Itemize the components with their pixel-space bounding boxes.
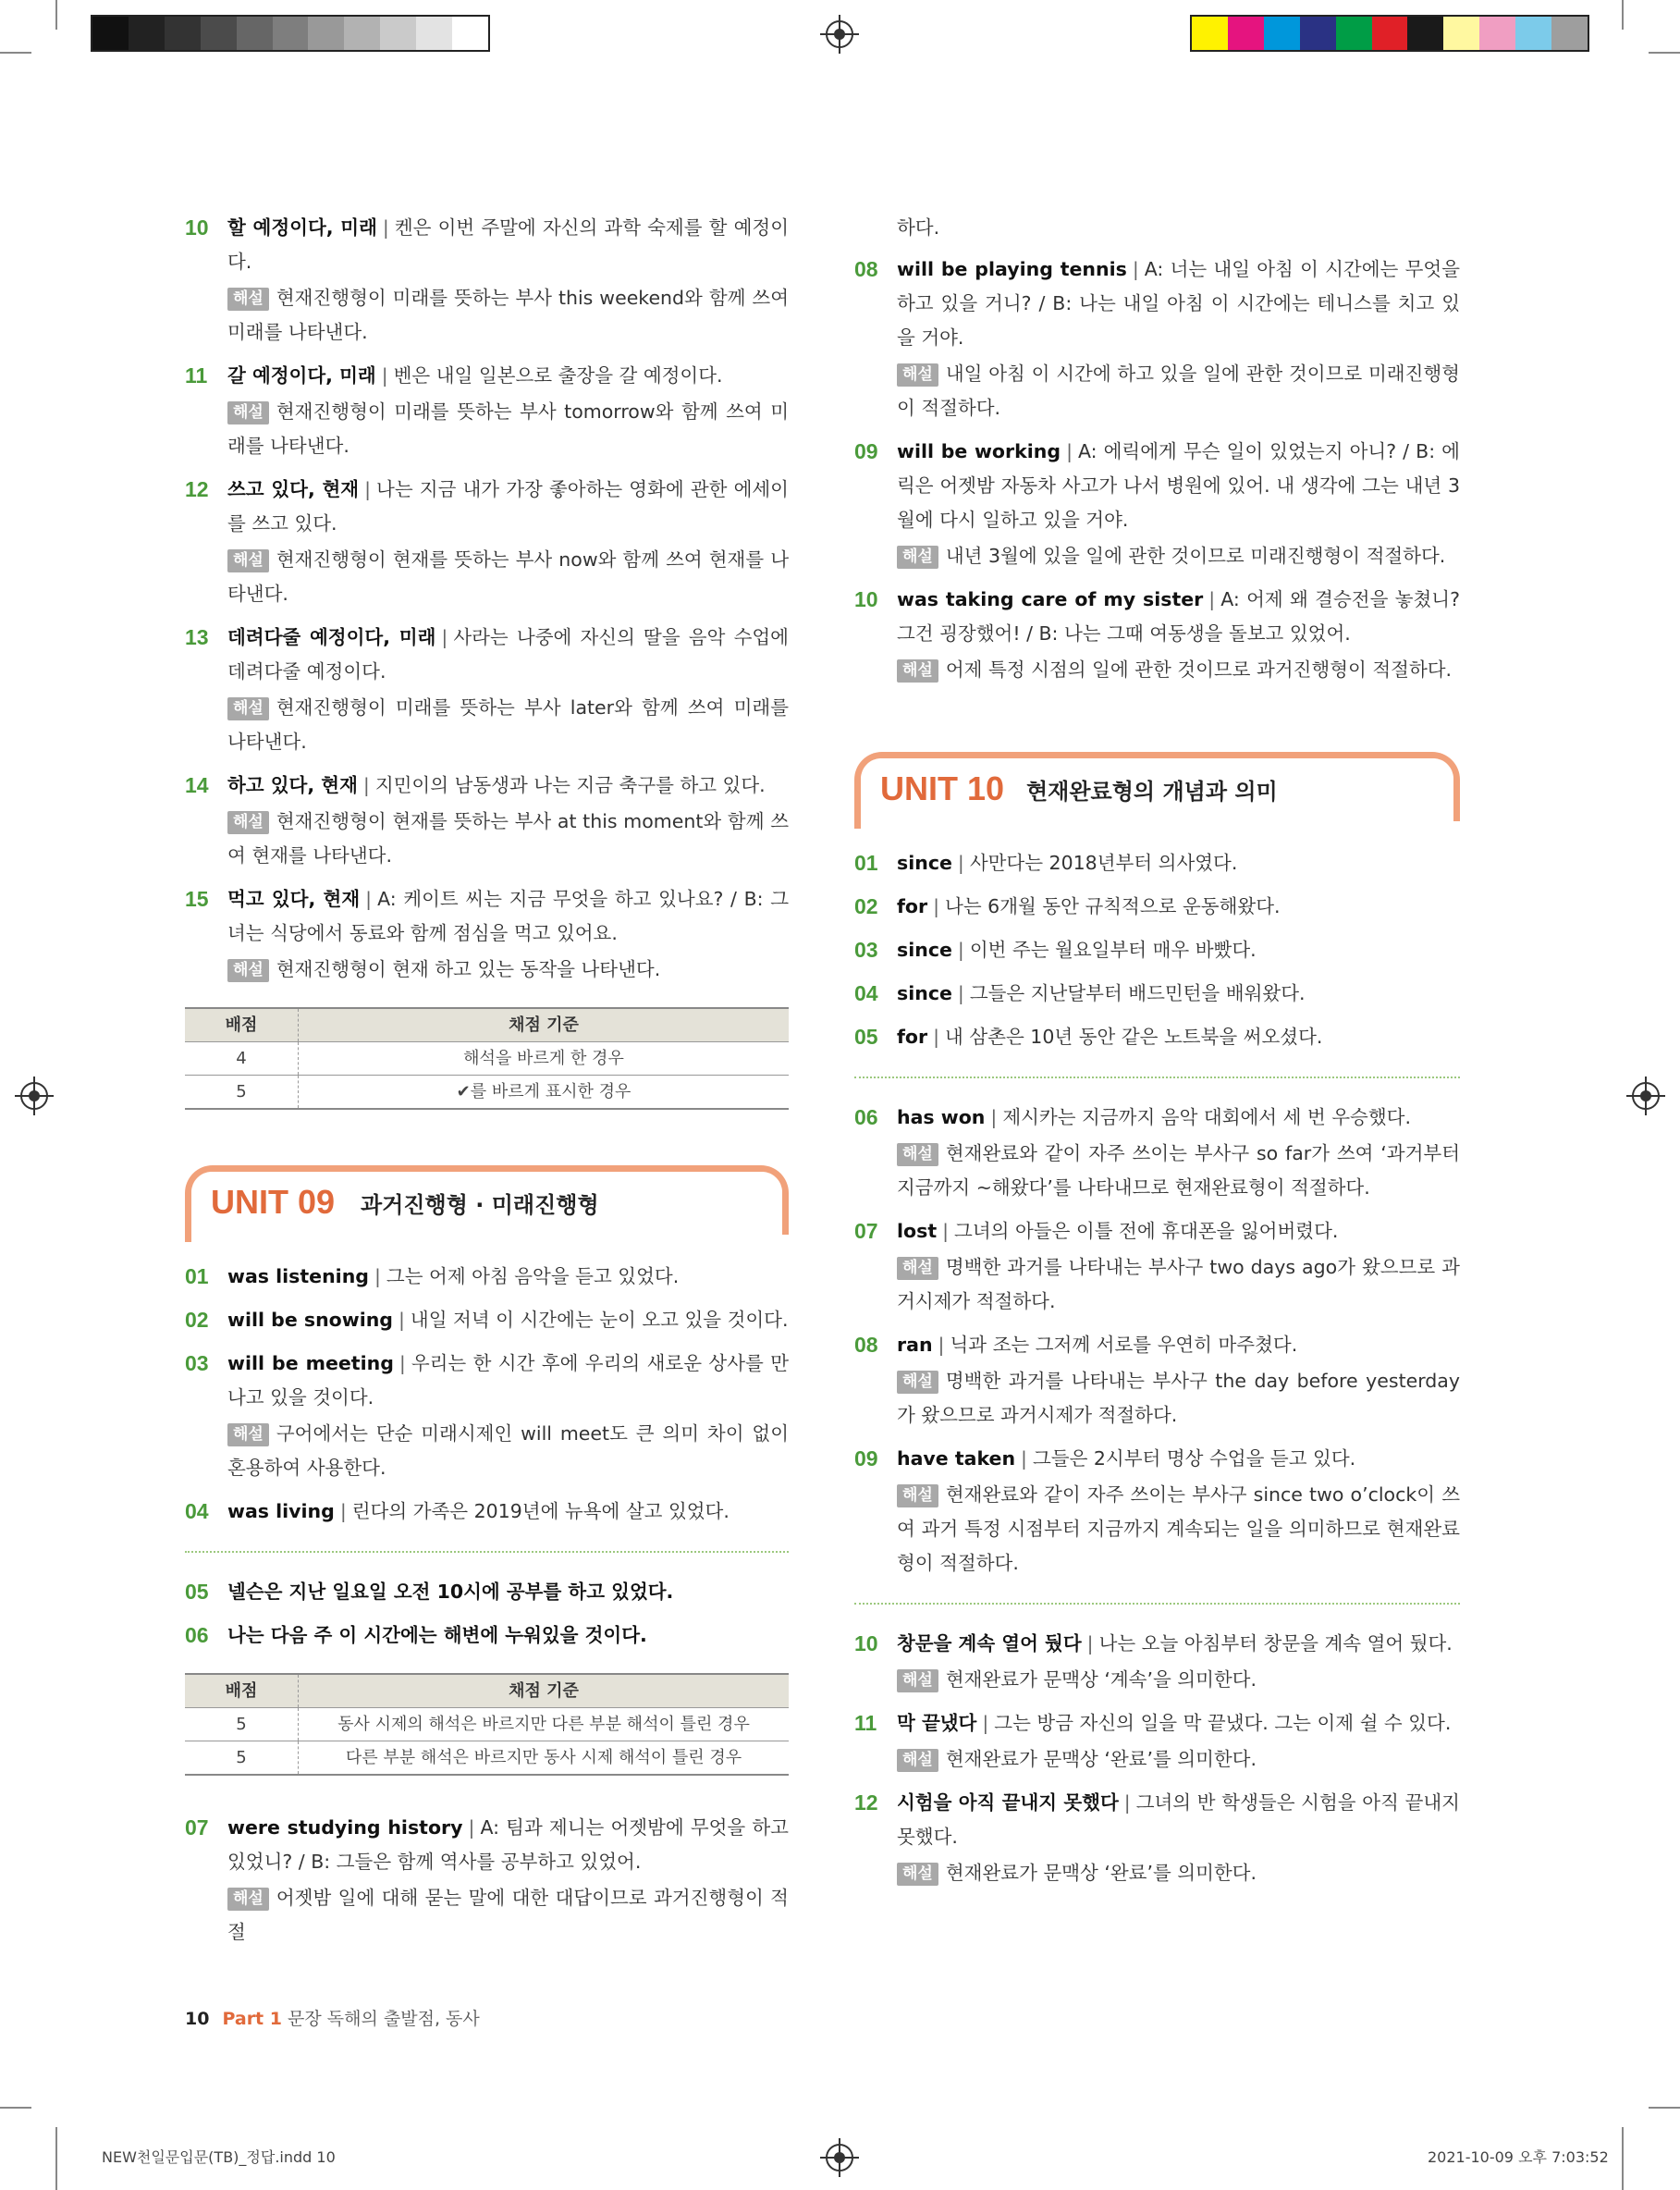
part-label: Part 1 bbox=[222, 2009, 282, 2029]
table-row bbox=[185, 1741, 789, 1776]
explanation bbox=[227, 543, 789, 611]
table-header: 배점 bbox=[185, 1674, 299, 1708]
answer-item bbox=[854, 583, 1460, 687]
answer-text: was taking care of my sister bbox=[897, 588, 1204, 610]
left-column bbox=[185, 211, 789, 1959]
answer-text: 갈 예정이다, 미래 bbox=[227, 364, 376, 387]
item-number: 01 bbox=[185, 1264, 209, 1288]
item-number: 04 bbox=[854, 981, 878, 1005]
answer-list bbox=[854, 846, 1460, 1054]
explanation bbox=[227, 691, 789, 759]
answer-line bbox=[897, 1328, 1460, 1362]
unit-title: 과거진행형 · 미래진행형 bbox=[361, 1192, 599, 1218]
unit-label: UNIT 10 bbox=[880, 769, 1005, 807]
separator: | bbox=[942, 1220, 950, 1242]
explanation-tag: 해설 bbox=[227, 1423, 269, 1446]
explanation bbox=[227, 395, 789, 463]
explanation-text: 어제 특정 시점의 일에 관한 것이므로 과거진행형이 적절하다. bbox=[945, 658, 1453, 681]
explanation bbox=[897, 1663, 1460, 1697]
answer-item bbox=[854, 890, 1460, 924]
answer-item bbox=[854, 1627, 1460, 1697]
cmyk-color-bar bbox=[1190, 15, 1589, 52]
explanation bbox=[227, 281, 789, 350]
table-cell: 5 bbox=[185, 1741, 299, 1776]
separator: | bbox=[957, 852, 964, 874]
translation-text: 제시카는 지금까지 음악 대회에서 세 번 우승했다. bbox=[1002, 1106, 1411, 1128]
item-number: 15 bbox=[185, 887, 209, 911]
answer-item bbox=[854, 1328, 1460, 1433]
answer-text: 먹고 있다, 현재 bbox=[227, 888, 361, 910]
table-row bbox=[185, 1042, 789, 1076]
table-row bbox=[185, 1708, 789, 1741]
answer-item bbox=[185, 1347, 789, 1485]
slug-datetime: 2021-10-09 오후 7:03:52 bbox=[1428, 2148, 1609, 2166]
explanation-text: 명백한 과거를 나타내는 부사구 two days ago가 왔으므로 과거시제가 적절하다. bbox=[897, 1256, 1460, 1312]
color-swatch bbox=[1407, 17, 1443, 50]
table-cell: 해석을 바르게 한 경우 bbox=[299, 1042, 790, 1076]
color-swatch bbox=[1336, 17, 1372, 50]
translation-text: 린다의 가족은 2019년에 뉴욕에 살고 있었다. bbox=[351, 1500, 730, 1522]
separator: | bbox=[1123, 1791, 1131, 1814]
explanation bbox=[897, 1742, 1460, 1777]
separator: | bbox=[364, 478, 372, 500]
answer-item bbox=[185, 1618, 789, 1653]
separator: | bbox=[933, 895, 940, 917]
answer-text: ran bbox=[897, 1334, 933, 1356]
answer-list bbox=[185, 1811, 789, 1950]
color-swatch bbox=[201, 17, 237, 50]
separator: | bbox=[339, 1500, 347, 1522]
crop-mark bbox=[55, 2127, 57, 2190]
translation-text: 나는 6개월 동안 규칙적으로 운동해왔다. bbox=[945, 895, 1281, 917]
explanation-text: 현재완료와 같이 자주 쓰이는 부사구 so far가 쓰여 ‘과거부터 지금까지 ~해왔다’를 나타내므로 현재완료형이 적절하다. bbox=[897, 1142, 1460, 1199]
color-swatch bbox=[273, 17, 309, 50]
answer-item bbox=[185, 882, 789, 987]
answer-line bbox=[227, 1303, 789, 1337]
answer-text: was living bbox=[227, 1500, 335, 1522]
answer-item bbox=[854, 846, 1460, 880]
crop-mark bbox=[0, 52, 31, 54]
answer-line bbox=[227, 1575, 789, 1609]
color-swatch bbox=[1192, 17, 1228, 50]
explanation bbox=[897, 1250, 1460, 1319]
translation-text: 우리는 한 시간 후에 우리의 새로운 상사를 만나고 있을 것이다. bbox=[227, 1352, 789, 1409]
answer-item bbox=[854, 1442, 1460, 1581]
translation-text: 이번 주는 월요일부터 매우 바빴다. bbox=[969, 939, 1257, 961]
item-number: 11 bbox=[185, 363, 208, 388]
item-number: 09 bbox=[854, 439, 878, 463]
explanation-text: 현재진행형이 현재를 뜻하는 부사 at this moment와 함께 쓰여 현재를 나타낸다. bbox=[227, 810, 789, 867]
answer-text: since bbox=[897, 982, 952, 1004]
answer-text: 쓰고 있다, 현재 bbox=[227, 478, 360, 500]
registration-mark-icon bbox=[1632, 1082, 1660, 1110]
answer-item bbox=[185, 621, 789, 759]
explanation-tag: 해설 bbox=[897, 659, 938, 683]
answer-list bbox=[854, 1627, 1460, 1890]
answer-text: since bbox=[897, 939, 952, 961]
explanation-tag: 해설 bbox=[227, 811, 269, 834]
item-number: 06 bbox=[185, 1623, 209, 1647]
grayscale-color-bar bbox=[91, 15, 490, 52]
translation-text: 그는 방금 자신의 일을 막 끝냈다. 그는 이제 쉴 수 있다. bbox=[994, 1712, 1452, 1734]
continued-text: 하다. bbox=[897, 216, 940, 239]
answer-item bbox=[854, 977, 1460, 1011]
crop-mark bbox=[1622, 0, 1624, 30]
registration-mark-icon bbox=[20, 1082, 48, 1110]
translation-text: 사만다는 2018년부터 의사였다. bbox=[969, 852, 1238, 874]
crop-mark bbox=[1622, 2127, 1624, 2190]
explanation-tag: 해설 bbox=[227, 697, 269, 720]
answer-item bbox=[854, 933, 1460, 967]
answer-text: was listening bbox=[227, 1265, 369, 1287]
page-number: 10 bbox=[185, 2009, 210, 2029]
answer-text: were studying history bbox=[227, 1816, 463, 1839]
answer-item bbox=[185, 1303, 789, 1337]
color-swatch bbox=[129, 17, 165, 50]
explanation-tag: 해설 bbox=[897, 1257, 938, 1280]
explanation-text: 현재완료와 같이 자주 쓰이는 부사구 since two o’clock이 쓰여 과거 특정 시점부터 지금까지 계속되는 일을 의미하므로 현재완료형이 적절하다. bbox=[897, 1483, 1460, 1574]
answer-text: will be snowing bbox=[227, 1309, 393, 1331]
explanation-tag: 해설 bbox=[897, 363, 938, 387]
answer-line bbox=[897, 583, 1460, 651]
item-number: 10 bbox=[854, 1631, 878, 1655]
answer-line bbox=[897, 1101, 1460, 1135]
explanation-tag: 해설 bbox=[897, 1749, 938, 1772]
explanation bbox=[227, 805, 789, 873]
answer-text: have taken bbox=[897, 1447, 1016, 1470]
answer-list bbox=[854, 252, 1460, 687]
translation-text: 지민이의 남동생과 나는 지금 축구를 하고 있다. bbox=[374, 774, 766, 796]
separator: | bbox=[1066, 440, 1073, 462]
answer-text: 넬슨은 지난 일요일 오전 10시에 공부를 하고 있었다. bbox=[227, 1581, 674, 1603]
separator: | bbox=[957, 982, 964, 1004]
answer-item bbox=[185, 1575, 789, 1609]
explanation-tag: 해설 bbox=[897, 546, 938, 569]
answer-line bbox=[897, 1786, 1460, 1854]
registration-mark-icon bbox=[826, 20, 853, 48]
table-header: 배점 bbox=[185, 1008, 299, 1042]
item-number: 03 bbox=[854, 938, 878, 962]
section-divider bbox=[185, 1551, 789, 1553]
translation-text: 벤은 내일 일본으로 출장을 갈 예정이다. bbox=[393, 364, 723, 387]
item-number: 14 bbox=[185, 773, 209, 797]
answer-text: 할 예정이다, 미래 bbox=[227, 216, 377, 239]
answer-line bbox=[227, 1811, 789, 1879]
explanation-text: 현재완료가 문맥상 ‘완료’를 의미한다. bbox=[945, 1862, 1257, 1884]
color-swatch bbox=[308, 17, 344, 50]
separator: | bbox=[441, 626, 448, 648]
explanation bbox=[897, 653, 1460, 687]
registration-mark-icon bbox=[826, 2144, 853, 2172]
translation-text: 나는 오늘 아침부터 창문을 계속 열어 뒀다. bbox=[1098, 1632, 1453, 1655]
unit-10-header bbox=[854, 752, 1460, 818]
color-swatch bbox=[1264, 17, 1300, 50]
explanation bbox=[227, 1417, 789, 1485]
table-header: 채점 기준 bbox=[299, 1008, 790, 1042]
explanation bbox=[897, 1478, 1460, 1581]
explanation-tag: 해설 bbox=[897, 1484, 938, 1507]
answer-text: 시험을 아직 끝내지 못했다 bbox=[897, 1791, 1119, 1814]
separator: | bbox=[382, 216, 389, 239]
color-swatch bbox=[237, 17, 273, 50]
explanation-text: 현재완료가 문맥상 ‘계속’을 의미한다. bbox=[945, 1668, 1257, 1691]
explanation-text: 내년 3월에 있을 일에 관한 것이므로 미래진행형이 적절하다. bbox=[945, 545, 1446, 567]
explanation-text: 현재진행형이 미래를 뜻하는 부사 later와 함께 쓰여 미래를 나타낸다. bbox=[227, 696, 789, 753]
table-cell: ✔를 바르게 표시한 경우 bbox=[299, 1076, 790, 1110]
explanation-text: 내일 아침 이 시간에 하고 있을 일에 관한 것이므로 미래진행형이 적절하다. bbox=[897, 363, 1460, 419]
separator: | bbox=[374, 1265, 381, 1287]
separator: | bbox=[938, 1334, 945, 1356]
answer-item bbox=[185, 211, 789, 350]
answer-line bbox=[227, 1495, 789, 1529]
item-number: 01 bbox=[854, 851, 878, 875]
item-number: 11 bbox=[854, 1711, 877, 1735]
slug-filename: NEW천일문입문(TB)_정답.indd 10 bbox=[102, 2148, 336, 2166]
answer-text: 창문을 계속 열어 뒀다 bbox=[897, 1632, 1082, 1655]
item-number: 02 bbox=[854, 894, 878, 918]
separator: | bbox=[1208, 588, 1216, 610]
section-divider bbox=[854, 1603, 1460, 1605]
answer-line bbox=[227, 882, 789, 951]
translation-text: 그는 어제 아침 음악을 듣고 있었다. bbox=[386, 1265, 680, 1287]
explanation bbox=[897, 1856, 1460, 1890]
answer-item bbox=[854, 1706, 1460, 1777]
answer-item bbox=[854, 252, 1460, 425]
answer-item bbox=[185, 473, 789, 611]
explanation bbox=[227, 1881, 789, 1950]
answer-line bbox=[227, 1260, 789, 1294]
answer-line bbox=[897, 435, 1460, 537]
answer-line bbox=[897, 933, 1460, 967]
crop-mark bbox=[0, 2107, 31, 2109]
answer-list bbox=[854, 1101, 1460, 1581]
item-number: 09 bbox=[854, 1446, 878, 1470]
unit-label: UNIT 09 bbox=[211, 1183, 336, 1221]
explanation bbox=[897, 357, 1460, 425]
explanation-text: 어젯밤 일에 대해 묻는 말에 대한 대답이므로 과거진행형이 적절 bbox=[227, 1887, 789, 1943]
answer-text: 하고 있다, 현재 bbox=[227, 774, 358, 796]
separator: | bbox=[362, 774, 370, 796]
explanation bbox=[227, 953, 789, 987]
explanation-tag: 해설 bbox=[227, 1888, 269, 1911]
answer-item bbox=[185, 1495, 789, 1529]
item-number: 02 bbox=[185, 1308, 209, 1332]
translation-text: 켄은 이번 주말에 자신의 과학 숙제를 할 예정이다. bbox=[227, 216, 790, 273]
answer-list bbox=[185, 1575, 789, 1653]
explanation-tag: 해설 bbox=[227, 288, 269, 311]
table-cell: 동사 시제의 해석은 바르지만 다른 부분 해석이 틀린 경우 bbox=[299, 1708, 790, 1741]
color-swatch bbox=[344, 17, 380, 50]
item-number: 10 bbox=[854, 587, 878, 611]
answer-text: 나는 다음 주 이 시간에는 해변에 누워있을 것이다. bbox=[227, 1624, 647, 1646]
answer-item bbox=[854, 1786, 1460, 1890]
answer-list bbox=[185, 1260, 789, 1529]
answer-item bbox=[185, 769, 789, 873]
explanation bbox=[897, 1137, 1460, 1205]
translation-text: A: 너는 내일 아침 이 시간에는 무엇을 하고 있을 거니? / B: 나는 내일 아침 이 시간에는 테니스를 치고 있을 거야. bbox=[897, 258, 1460, 349]
right-column bbox=[854, 211, 1460, 1900]
answer-line bbox=[897, 977, 1460, 1011]
translation-text: 그녀의 반 학생들은 시험을 아직 끝내지 못했다. bbox=[897, 1791, 1460, 1848]
explanation-text: 현재진행형이 현재 하고 있는 동작을 나타낸다. bbox=[276, 958, 661, 980]
table-row bbox=[185, 1076, 789, 1110]
explanation-text: 현재진행형이 미래를 뜻하는 부사 tomorrow와 함께 쓰여 미래를 나타낸다. bbox=[227, 400, 789, 457]
table-header: 채점 기준 bbox=[299, 1674, 790, 1708]
separator: | bbox=[365, 888, 373, 910]
scoring-table bbox=[185, 1673, 789, 1776]
unit-title: 현재완료형의 개념과 의미 bbox=[1026, 779, 1278, 805]
separator: | bbox=[990, 1106, 998, 1128]
explanation-tag: 해설 bbox=[227, 959, 269, 982]
answer-line bbox=[897, 1442, 1460, 1476]
answer-item bbox=[854, 435, 1460, 573]
item-number: 07 bbox=[185, 1815, 209, 1839]
color-swatch bbox=[1479, 17, 1515, 50]
answer-line bbox=[897, 1627, 1460, 1661]
explanation-text: 현재진행형이 현재를 뜻하는 부사 now와 함께 쓰여 현재를 나타낸다. bbox=[227, 548, 789, 605]
explanation-tag: 해설 bbox=[897, 1863, 938, 1886]
color-swatch bbox=[452, 17, 488, 50]
item-number: 10 bbox=[185, 215, 209, 240]
separator: | bbox=[933, 1026, 940, 1048]
item-number: 05 bbox=[854, 1025, 878, 1049]
item-number: 12 bbox=[185, 477, 209, 501]
table-cell: 다른 부분 해석은 바르지만 동사 시제 해석이 틀린 경우 bbox=[299, 1741, 790, 1776]
crop-mark bbox=[1649, 2107, 1680, 2109]
crop-mark bbox=[55, 0, 57, 30]
separator: | bbox=[381, 364, 388, 387]
translation-text: 내 삼촌은 10년 동안 같은 노트북을 써오셨다. bbox=[945, 1026, 1323, 1048]
translation-text: 그들은 지난달부터 배드민턴을 배워왔다. bbox=[969, 982, 1306, 1004]
color-swatch bbox=[165, 17, 201, 50]
translation-text: 그들은 2시부터 명상 수업을 듣고 있다. bbox=[1032, 1447, 1356, 1470]
item-number: 04 bbox=[185, 1499, 209, 1523]
explanation-text: 명백한 과거를 나타내는 부사구 the day before yesterday가 왔으므로 과거시제가 적절하다. bbox=[897, 1370, 1460, 1426]
answer-line bbox=[897, 1020, 1460, 1054]
answer-line bbox=[897, 252, 1460, 355]
answer-text: since bbox=[897, 852, 952, 874]
answer-text: has won bbox=[897, 1106, 986, 1128]
separator: | bbox=[399, 1309, 405, 1331]
translation-text: A: 에릭에게 무슨 일이 있었는지 아니? / B: 에릭은 어젯밤 자동차 사고가 나서 병원에 있어. 내 생각에 그는 내년 3월에 다시 일하고 있을 거야. bbox=[897, 440, 1460, 531]
answer-text: for bbox=[897, 895, 928, 917]
separator: | bbox=[1086, 1632, 1094, 1655]
separator: | bbox=[957, 939, 964, 961]
answer-text: will be playing tennis bbox=[897, 258, 1127, 280]
answer-line bbox=[227, 1618, 789, 1653]
crop-mark bbox=[1649, 52, 1680, 54]
item-number: 07 bbox=[854, 1219, 878, 1243]
item-number: 12 bbox=[854, 1790, 878, 1815]
explanation-text: 구어에서는 단순 미래시제인 will meet도 큰 의미 차이 없이 혼용하여 사용한다. bbox=[227, 1422, 789, 1479]
answer-text: will be working bbox=[897, 440, 1061, 462]
color-swatch bbox=[1228, 17, 1264, 50]
answer-line bbox=[897, 890, 1460, 924]
page-footer bbox=[185, 2005, 480, 2030]
answer-item bbox=[185, 1811, 789, 1950]
scoring-table bbox=[185, 1007, 789, 1110]
separator: | bbox=[982, 1712, 989, 1734]
answer-line bbox=[227, 769, 789, 803]
separator: | bbox=[1132, 258, 1139, 280]
explanation-tag: 해설 bbox=[897, 1371, 938, 1394]
translation-text: 나는 지금 내가 가장 좋아하는 영화에 관한 에세이를 쓰고 있다. bbox=[227, 478, 789, 535]
answer-text: will be meeting bbox=[227, 1352, 394, 1374]
separator: | bbox=[1021, 1447, 1027, 1470]
separator: | bbox=[468, 1816, 475, 1839]
explanation-tag: 해설 bbox=[897, 1143, 938, 1166]
answer-line bbox=[897, 846, 1460, 880]
item-number: 13 bbox=[185, 625, 209, 649]
color-swatch bbox=[1551, 17, 1588, 50]
explanation-text: 현재완료가 문맥상 ‘완료’를 의미한다. bbox=[945, 1748, 1257, 1770]
translation-text: A: 케이트 씨는 지금 무엇을 하고 있나요? / B: 그녀는 식당에서 동료와 함께 점심을 먹고 있어요. bbox=[227, 888, 789, 944]
answer-list bbox=[185, 211, 789, 987]
translation-text: 그녀의 아들은 이틀 전에 휴대폰을 잃어버렸다. bbox=[954, 1220, 1339, 1242]
explanation-tag: 해설 bbox=[227, 549, 269, 572]
answer-text: for bbox=[897, 1026, 928, 1048]
answer-item bbox=[185, 1260, 789, 1294]
color-swatch bbox=[380, 17, 416, 50]
answer-item bbox=[854, 1214, 1460, 1319]
separator: | bbox=[399, 1352, 406, 1374]
part-title: 문장 독해의 출발점, 동사 bbox=[288, 2009, 480, 2029]
explanation bbox=[897, 539, 1460, 573]
translation-text: A: 어제 왜 결승전을 놓쳤니? 그건 굉장했어! / B: 나는 그때 여동생을 돌보고 있었어. bbox=[897, 588, 1460, 645]
answer-line bbox=[227, 473, 789, 541]
answer-item bbox=[854, 1101, 1460, 1205]
item-number: 08 bbox=[854, 257, 878, 281]
answer-line bbox=[227, 359, 789, 393]
answer-line bbox=[897, 1214, 1460, 1249]
answer-item bbox=[185, 359, 789, 463]
unit-09-header bbox=[185, 1165, 789, 1232]
translation-text: 내일 저녁 이 시간에는 눈이 오고 있을 것이다. bbox=[410, 1309, 789, 1331]
answer-line bbox=[227, 621, 789, 689]
table-cell: 4 bbox=[185, 1042, 299, 1076]
answer-text: lost bbox=[897, 1220, 938, 1242]
answer-text: 막 끝냈다 bbox=[897, 1712, 977, 1734]
color-swatch bbox=[1515, 17, 1551, 50]
item-number: 03 bbox=[185, 1351, 209, 1375]
item-number: 06 bbox=[854, 1105, 878, 1129]
explanation-tag: 해설 bbox=[227, 401, 269, 424]
color-swatch bbox=[416, 17, 452, 50]
explanation-tag: 해설 bbox=[897, 1669, 938, 1692]
answer-text: 데려다줄 예정이다, 미래 bbox=[227, 626, 436, 648]
color-swatch bbox=[1443, 17, 1479, 50]
color-swatch bbox=[1300, 17, 1336, 50]
answer-line bbox=[897, 1706, 1460, 1741]
color-swatch bbox=[1372, 17, 1408, 50]
explanation-text: 현재진행형이 미래를 뜻하는 부사 this weekend와 함께 쓰여 미래를 나타낸다. bbox=[227, 287, 789, 343]
translation-text: 사라는 나중에 자신의 딸을 음악 수업에 데려다줄 예정이다. bbox=[227, 626, 789, 683]
translation-text: 닉과 조는 그저께 서로를 우연히 마주쳤다. bbox=[950, 1334, 1298, 1356]
translation-text: A: 팀과 제니는 어젯밤에 무엇을 하고 있었니? / B: 그들은 함께 역사를 공부하고 있었어. bbox=[227, 1816, 789, 1873]
section-divider bbox=[854, 1077, 1460, 1078]
table-cell: 5 bbox=[185, 1708, 299, 1741]
item-number: 05 bbox=[185, 1580, 209, 1604]
explanation bbox=[897, 1364, 1460, 1433]
color-swatch bbox=[92, 17, 129, 50]
table-cell: 5 bbox=[185, 1076, 299, 1110]
answer-line bbox=[227, 211, 789, 279]
item-number: 08 bbox=[854, 1333, 878, 1357]
answer-item bbox=[854, 1020, 1460, 1054]
answer-line bbox=[227, 1347, 789, 1415]
